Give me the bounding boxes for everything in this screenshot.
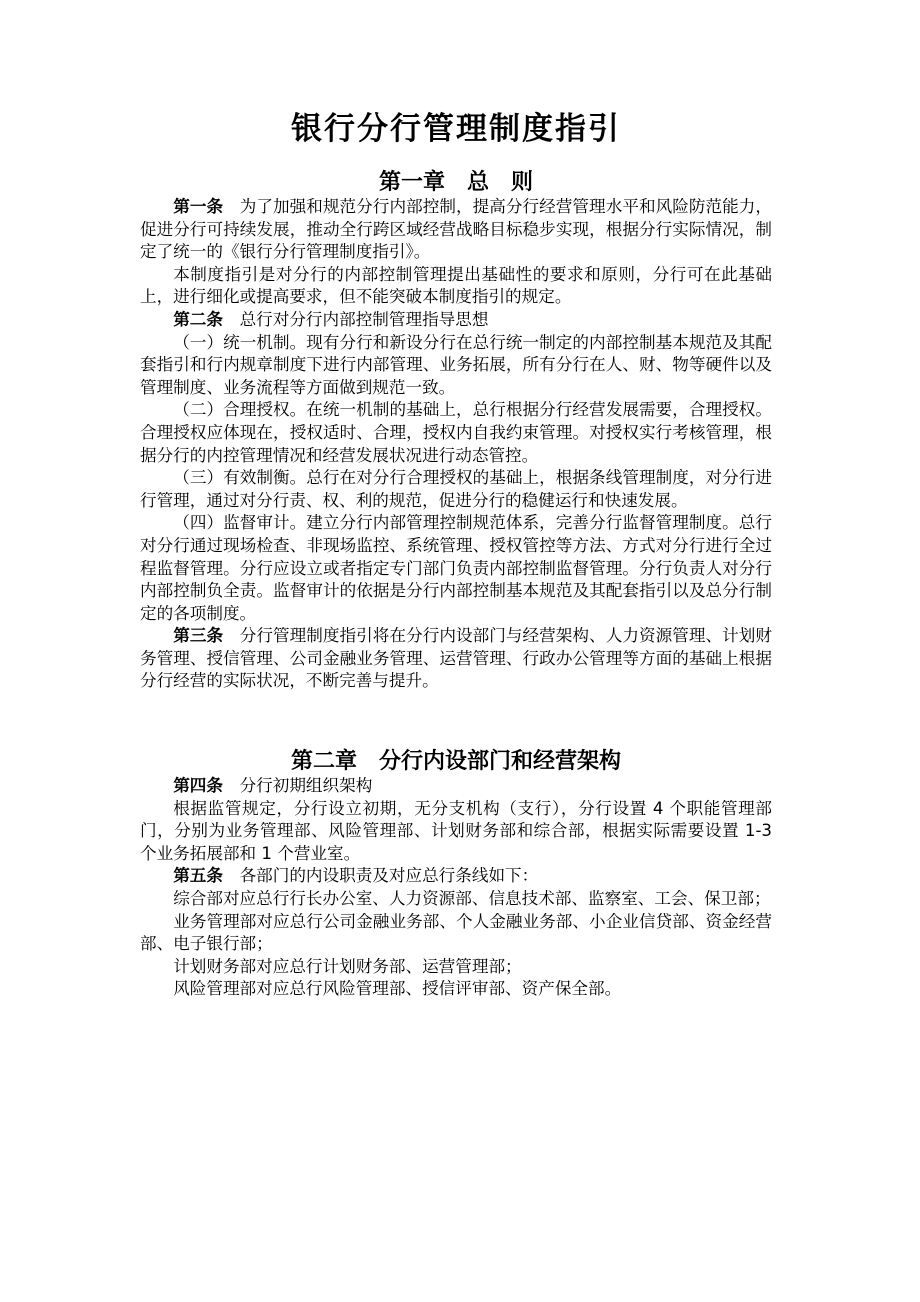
chapter-1-body	[140, 196, 772, 693]
article-label: 第五条	[173, 866, 223, 886]
paragraph: 业务管理部对应总行公司金融业务部、个人金融业务部、小企业信贷部、资金经营部、电子银行部；	[140, 911, 772, 954]
article-2-paragraph	[140, 309, 772, 332]
article-1-paragraph	[140, 196, 772, 264]
paragraph: （三）有效制衡。总行在对分行合理授权的基础上，根据条线管理制度，对分行进行管理，通过对分行责、权、利的规范，促进分行的稳健运行和快速发展。	[140, 468, 772, 510]
article-3-paragraph	[140, 625, 772, 693]
paragraph-text: 分行初期组织架构	[239, 776, 373, 795]
article-label: 第一条	[173, 197, 224, 216]
paragraph: （二）合理授权。在统一机制的基础上，总行根据分行经营发展需要，合理授权。合理授权应体现在，授权适时、合理，授权内自我约束管理。对授权实行考核管理，根据分行的内控管理情况和经营发展状况进行动态管控。	[140, 400, 772, 465]
paragraph-text: 为了加强和规范分行内部控制，提高分行经营管理水平和风险防范能力，促进分行可持续发展，推动全行跨区域经营战略目标稳步实现，根据分行实际情况，制定了统一的《银行分行管理制度指引》。	[140, 197, 772, 262]
article-4-paragraph	[140, 775, 772, 798]
paragraph: （一）统一机制。现有分行和新设分行在总行统一制定的内部控制基本规范及其配套指引和行内规章制度下进行内部管理、业务拓展，所有分行在人、财、物等硬件以及管理制度、业务流程等方面做到规范一致。	[140, 332, 772, 397]
paragraph: 风险管理部对应总行风险管理部、授信评审部、资产保全部。	[173, 979, 622, 999]
paragraph: 本制度指引是对分行的内部控制管理提出基础性的要求和原则，分行可在此基础上，进行细化或提高要求，但不能突破本制度指引的规定。	[140, 264, 772, 307]
paragraph: 综合部对应总行行长办公室、人力资源部、信息技术部、监察室、工会、保卫部；	[173, 888, 771, 908]
paragraph-text: 各部门的内设职责及对应总行条线如下：	[239, 866, 539, 886]
paragraph-text: 分行管理制度指引将在分行内设部门与经营架构、人力资源管理、计划财务管理、授信管理、公司金融业务管理、运营管理、行政办公管理等方面的基础上根据分行经营的实际状况，不断完善与提升。	[140, 626, 772, 691]
document-title: 银行分行管理制度指引	[291, 111, 621, 147]
article-5-paragraph	[140, 865, 772, 888]
article-label: 第四条	[173, 776, 223, 795]
chapter-1-heading: 第一章 总 则	[378, 170, 533, 195]
paragraph: 根据监管规定，分行设立初期，无分支机构（支行），分行设置 4 个职能管理部门，分别为业务管理部、风险管理部、计划财务部和综合部，根据实际需要设置 1-3 个业务拓展部和 1 个营业室。	[140, 798, 772, 863]
article-label: 第二条	[173, 309, 223, 329]
paragraph-text: 总行对分行内部控制管理指导思想	[239, 309, 489, 329]
chapter-2-body	[140, 775, 772, 1001]
paragraph: （四）监督审计。建立分行内部管理控制规范体系，完善分行监督管理制度。总行对分行通过现场检查、非现场监控、系统管理、授权管控等方法、方式对分行进行全过程监督管理。分行应设立或者指定专门部门负责内部控制监督管理。分行负责人对分行内部控制负全责。监督审计的依据是分行内部控制基本规范及其配套指引以及总分行制定的各项制度。	[140, 513, 772, 623]
paragraph: 计划财务部对应总行计划财务部、运营管理部；	[173, 956, 522, 976]
chapter-2-heading: 第二章 分行内设部门和经营架构	[290, 749, 621, 774]
article-label: 第三条	[173, 626, 224, 646]
